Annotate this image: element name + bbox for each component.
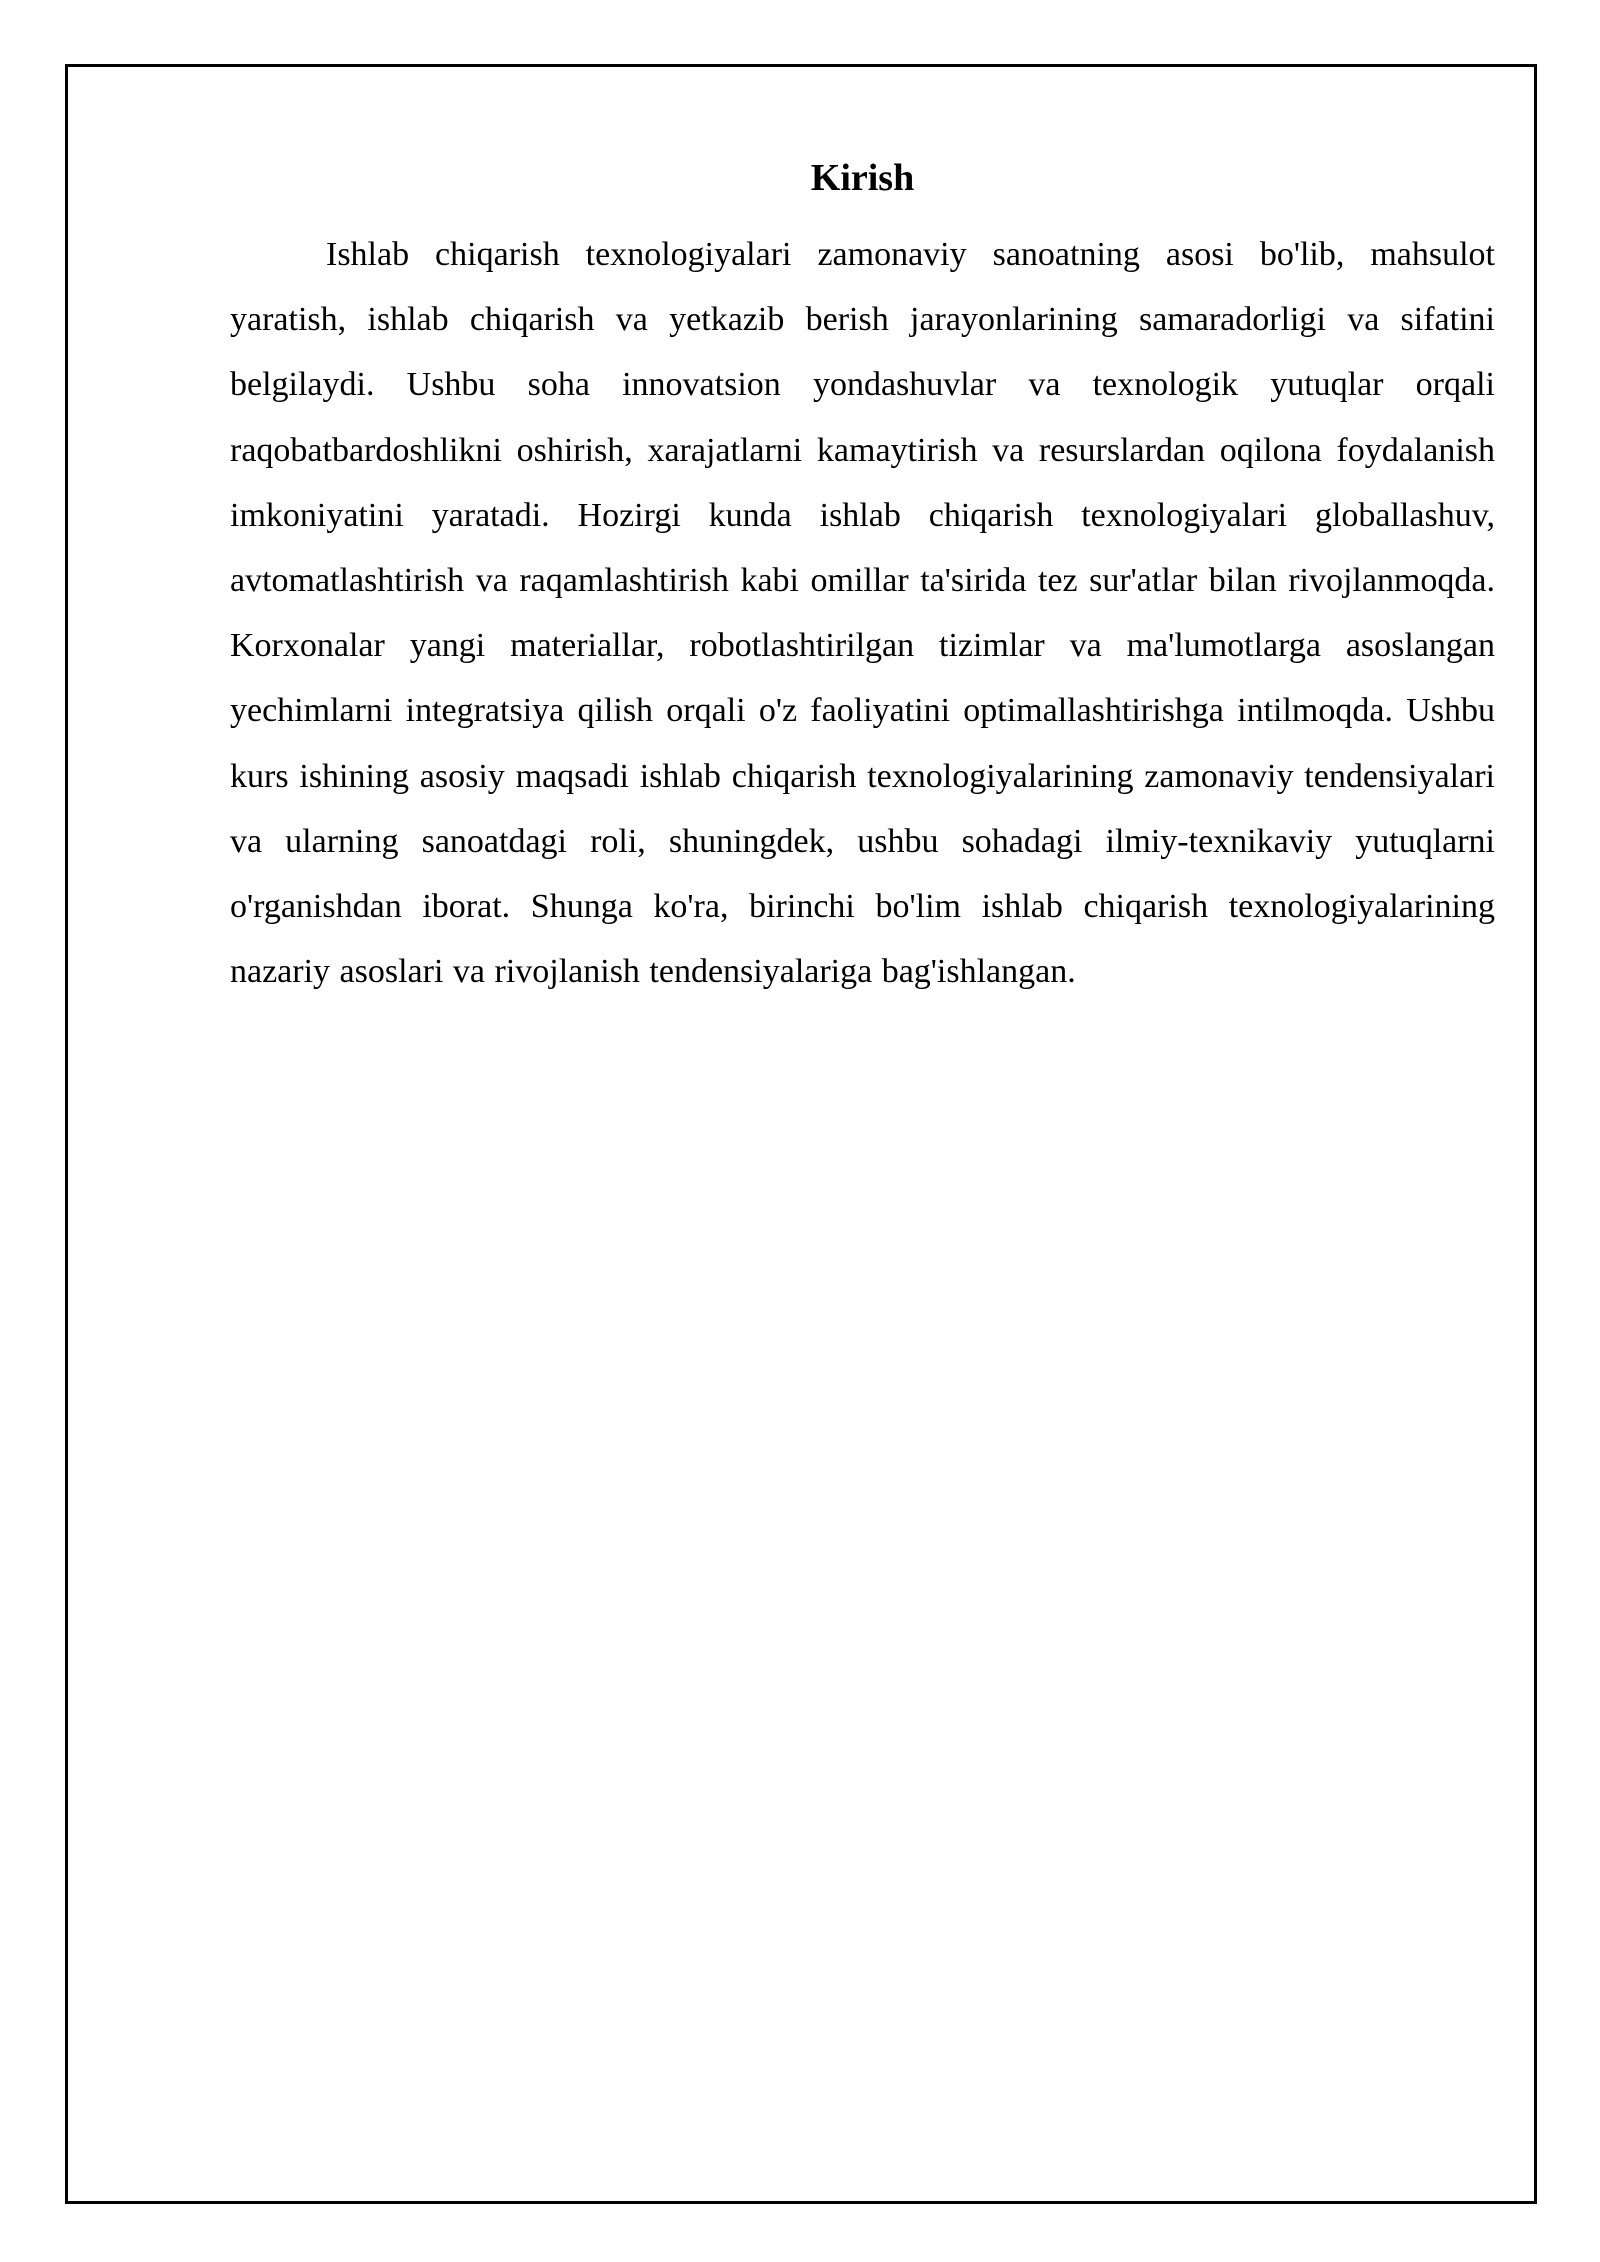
intro-paragraph: Ishlab chiqarish texnologiyalari zamonaviy sanoatning asosi bo'lib, mahsulot yaratish, ishlab chiqarish va yetkazib berish jarayonlarining samaradorligi va sifatini belgilaydi. Ushbu soha innovatsion yondashuvlar va texnologik yutuqlar orqali raqobatbardoshlikni oshirish, xarajatlarni kamaytirish va resurslardan oqilona foydalanish imkoniyatini yaratadi. Hozirgi kunda ishlab chiqarish texnologiyalari globallashuv, avtomatlashtirish va raqamlashtirish kabi omillar ta'sirida tez sur'atlar bilan rivojlanmoqda. Korxonalar yangi materiallar, robotlashtirilgan tizimlar va ma'lumotlarga asoslangan yechimlarni integratsiya qilish orqali o'z faoliyatini optimallashtirishga intilmoqda. Ushbu kurs ishining asosiy maqsadi ishlab chiqarish texnologiyalarining zamonaviy tendensiyalari va ularning sanoatdagi roli, shuningdek, ushbu sohadagi ilmiy-texnikaviy yutuqlarni o'rganishdan iborat. Shunga ko'ra, birinchi bo'lim ishlab chiqarish texnologiyalarining nazariy asoslari va rivojlanish tendensiyalariga bag'ishlangan. (230, 236, 1495, 991)
document-content (230, 148, 1495, 1004)
section-title: Kirish (810, 157, 915, 199)
